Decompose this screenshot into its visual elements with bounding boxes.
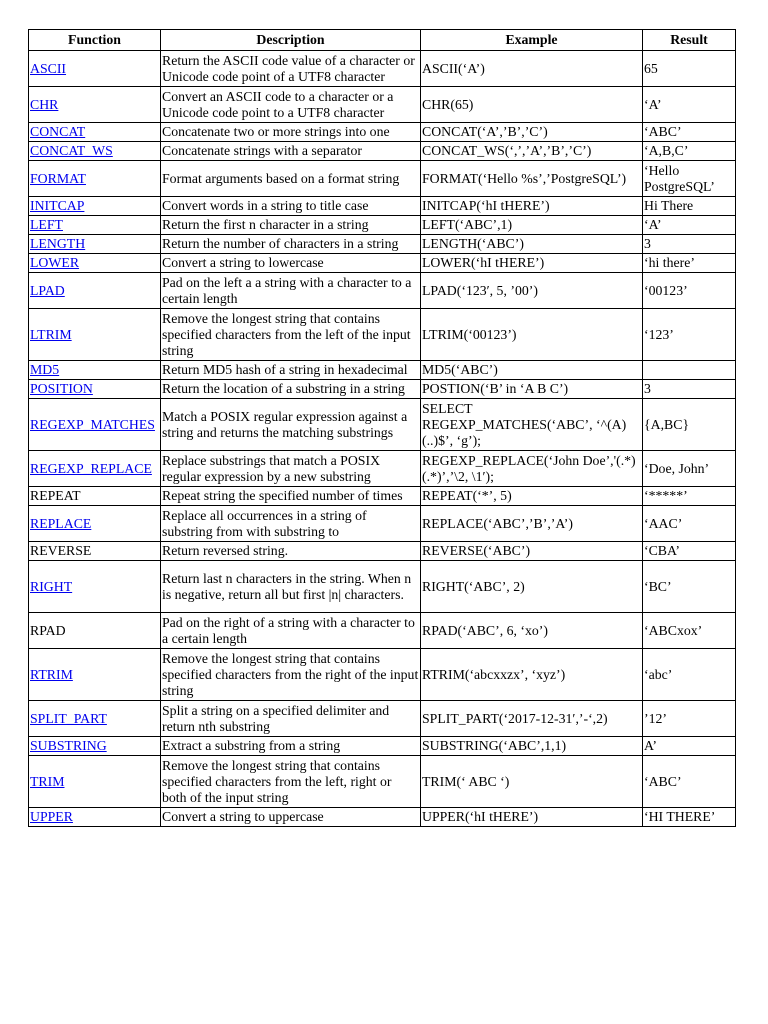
table-row — [29, 197, 736, 216]
description-cell: Remove the longest string that contains specified characters from the right of the input string — [161, 649, 421, 701]
result-cell: ’12’ — [643, 701, 736, 737]
function-cell — [29, 361, 161, 380]
result-cell: ‘CBA’ — [643, 542, 736, 561]
table-row — [29, 613, 736, 649]
result-cell: ‘Hello PostgreSQL’ — [643, 161, 736, 197]
example-cell: SELECT REGEXP_MATCHES(‘ABC’, ‘^(A)(..)$’, ‘g’); — [421, 399, 643, 451]
description-cell: Return reversed string. — [161, 542, 421, 561]
example-cell: REPEAT(‘*’, 5) — [421, 487, 643, 506]
example-cell: MD5(‘ABC’) — [421, 361, 643, 380]
result-cell: 65 — [643, 51, 736, 87]
result-cell: ‘A,B,C’ — [643, 142, 736, 161]
header-example: Example — [421, 30, 643, 51]
example-cell: LTRIM(‘00123’) — [421, 309, 643, 361]
function-cell — [29, 87, 161, 123]
description-cell: Return the number of characters in a string — [161, 235, 421, 254]
function-link[interactable]: RTRIM — [30, 666, 73, 682]
example-cell: REPLACE(‘ABC’,’B’,’A’) — [421, 506, 643, 542]
table-row — [29, 451, 736, 487]
result-cell — [643, 361, 736, 380]
function-name: REVERSE — [30, 543, 92, 558]
table-row — [29, 123, 736, 142]
example-cell: CONCAT(‘A’,’B’,’C’) — [421, 123, 643, 142]
result-cell: ‘Doe, John’ — [643, 451, 736, 487]
function-cell — [29, 561, 161, 613]
function-link[interactable]: LOWER — [30, 255, 80, 270]
function-cell — [29, 197, 161, 216]
example-cell: LEFT(‘ABC’,1) — [421, 216, 643, 235]
function-link[interactable]: LTRIM — [30, 326, 72, 342]
result-cell: {A,BC} — [643, 399, 736, 451]
result-cell: ‘A’ — [643, 216, 736, 235]
result-cell: ‘123’ — [643, 309, 736, 361]
description-cell: Concatenate two or more strings into one — [161, 123, 421, 142]
function-link[interactable]: ASCII — [30, 60, 67, 76]
example-cell: REGEXP_REPLACE(‘John Doe’,'(.*) (.*)’,’\2, \1′); — [421, 451, 643, 487]
table-row — [29, 399, 736, 451]
function-cell — [29, 701, 161, 737]
description-cell: Extract a substring from a string — [161, 737, 421, 756]
description-cell: Remove the longest string that contains specified characters from the left of the input string — [161, 309, 421, 361]
example-cell: RPAD(‘ABC’, 6, ‘xo’) — [421, 613, 643, 649]
description-cell: Convert words in a string to title case — [161, 197, 421, 216]
function-link[interactable]: REPLACE — [30, 515, 92, 531]
function-cell — [29, 309, 161, 361]
table-row — [29, 701, 736, 737]
function-link[interactable]: SUBSTRING — [30, 738, 107, 753]
table-row — [29, 235, 736, 254]
description-cell: Return the ASCII code value of a character or Unicode code point of a UTF8 character — [161, 51, 421, 87]
function-name: RPAD — [30, 622, 66, 638]
function-link[interactable]: UPPER — [30, 809, 73, 824]
function-cell — [29, 649, 161, 701]
function-cell — [29, 808, 161, 827]
table-row — [29, 273, 736, 309]
function-link[interactable]: FORMAT — [30, 170, 86, 186]
result-cell: ‘HI THERE’ — [643, 808, 736, 827]
description-cell: Replace all occurrences in a string of substring from with substring to — [161, 506, 421, 542]
result-cell: Hi There — [643, 197, 736, 216]
function-cell — [29, 254, 161, 273]
description-cell: Remove the longest string that contains specified characters from the left, right or both of the input string — [161, 756, 421, 808]
string-functions-table — [28, 29, 736, 827]
example-cell: SPLIT_PART(‘2017-12-31′,’-‘,2) — [421, 701, 643, 737]
function-cell — [29, 451, 161, 487]
table-row — [29, 216, 736, 235]
example-cell: LENGTH(‘ABC’) — [421, 235, 643, 254]
header-function: Function — [29, 30, 161, 51]
description-cell: Convert a string to uppercase — [161, 808, 421, 827]
description-cell: Repeat string the specified number of times — [161, 487, 421, 506]
function-link[interactable]: RIGHT — [30, 578, 73, 594]
example-cell: REVERSE(‘ABC’) — [421, 542, 643, 561]
table-row — [29, 542, 736, 561]
description-cell: Convert an ASCII code to a character or a Unicode code point to a UTF8 character — [161, 87, 421, 123]
result-cell: A’ — [643, 737, 736, 756]
table-body — [29, 51, 736, 827]
example-cell: SUBSTRING(‘ABC’,1,1) — [421, 737, 643, 756]
table-row — [29, 649, 736, 701]
table-row — [29, 561, 736, 613]
result-cell: ‘abc’ — [643, 649, 736, 701]
table-row — [29, 808, 736, 827]
table-row — [29, 87, 736, 123]
function-cell — [29, 399, 161, 451]
function-link[interactable]: LENGTH — [30, 236, 86, 251]
table-row — [29, 737, 736, 756]
description-cell: Split a string on a specified delimiter and return nth substring — [161, 701, 421, 737]
table-row — [29, 506, 736, 542]
function-link[interactable]: LPAD — [30, 282, 65, 298]
function-cell — [29, 123, 161, 142]
function-link[interactable]: CONCAT_WS — [30, 143, 113, 158]
function-cell — [29, 142, 161, 161]
description-cell: Pad on the left a a string with a character to a certain length — [161, 273, 421, 309]
function-name: REPEAT — [30, 488, 81, 503]
result-cell: ‘ABC’ — [643, 123, 736, 142]
result-cell: ‘hi there’ — [643, 254, 736, 273]
function-cell — [29, 737, 161, 756]
result-cell: ‘AAC’ — [643, 506, 736, 542]
function-link[interactable]: REGEXP_REPLACE — [30, 460, 152, 476]
function-cell — [29, 161, 161, 197]
function-cell — [29, 51, 161, 87]
function-cell — [29, 380, 161, 399]
example-cell: CHR(65) — [421, 87, 643, 123]
table-row — [29, 161, 736, 197]
result-cell: ‘ABCxox’ — [643, 613, 736, 649]
function-link[interactable]: MD5 — [30, 362, 60, 377]
description-cell: Return the first n character in a string — [161, 216, 421, 235]
function-link[interactable]: REGEXP_MATCHES — [30, 416, 155, 432]
function-link[interactable]: LEFT — [30, 217, 63, 232]
example-cell: ASCII(‘A’) — [421, 51, 643, 87]
example-cell: RIGHT(‘ABC’, 2) — [421, 561, 643, 613]
example-cell: RTRIM(‘abcxxzx’, ‘xyz’) — [421, 649, 643, 701]
function-cell — [29, 216, 161, 235]
table-row — [29, 254, 736, 273]
example-cell: INITCAP(‘hI tHERE’) — [421, 197, 643, 216]
table-row — [29, 142, 736, 161]
table-row — [29, 361, 736, 380]
description-cell: Replace substrings that match a POSIX regular expression by a new substring — [161, 451, 421, 487]
result-cell: 3 — [643, 380, 736, 399]
result-cell: ‘A’ — [643, 87, 736, 123]
result-cell: ‘*****’ — [643, 487, 736, 506]
description-cell: Return MD5 hash of a string in hexadecimal — [161, 361, 421, 380]
table-row — [29, 487, 736, 506]
result-cell: ‘00123’ — [643, 273, 736, 309]
table-row — [29, 309, 736, 361]
table-header — [29, 30, 736, 51]
function-cell — [29, 487, 161, 506]
table-row — [29, 380, 736, 399]
example-cell: CONCAT_WS(‘,’,’A’,’B’,’C’) — [421, 142, 643, 161]
example-cell: FORMAT(‘Hello %s’,’PostgreSQL’) — [421, 161, 643, 197]
description-cell: Return last n characters in the string. When n is negative, return all but first |n| characters. — [161, 561, 421, 613]
function-link[interactable]: CHR — [30, 96, 59, 112]
function-cell — [29, 273, 161, 309]
function-link[interactable]: SPLIT_PART — [30, 710, 107, 726]
header-description: Description — [161, 30, 421, 51]
result-cell: 3 — [643, 235, 736, 254]
description-cell: Concatenate strings with a separator — [161, 142, 421, 161]
function-cell — [29, 235, 161, 254]
example-cell: POSTION(‘B’ in ‘A B C’) — [421, 380, 643, 399]
function-link[interactable]: POSITION — [30, 381, 93, 396]
function-cell — [29, 756, 161, 808]
example-cell: UPPER(‘hI tHERE’) — [421, 808, 643, 827]
description-cell: Convert a string to lowercase — [161, 254, 421, 273]
function-cell — [29, 613, 161, 649]
table-row — [29, 51, 736, 87]
example-cell: TRIM(‘ ABC ‘) — [421, 756, 643, 808]
function-cell — [29, 506, 161, 542]
result-cell: ‘BC’ — [643, 561, 736, 613]
function-cell — [29, 542, 161, 561]
description-cell: Pad on the right of a string with a character to a certain length — [161, 613, 421, 649]
description-cell: Match a POSIX regular expression against a string and returns the matching substrings — [161, 399, 421, 451]
header-row — [29, 30, 736, 51]
header-result: Result — [643, 30, 736, 51]
result-cell: ‘ABC’ — [643, 756, 736, 808]
description-cell: Format arguments based on a format string — [161, 161, 421, 197]
function-link[interactable]: CONCAT — [30, 124, 86, 139]
example-cell: LPAD(‘123′, 5, ’00’) — [421, 273, 643, 309]
description-cell: Return the location of a substring in a string — [161, 380, 421, 399]
example-cell: LOWER(‘hI tHERE’) — [421, 254, 643, 273]
function-link[interactable]: TRIM — [30, 773, 65, 789]
function-link[interactable]: INITCAP — [30, 198, 85, 213]
table-row — [29, 756, 736, 808]
